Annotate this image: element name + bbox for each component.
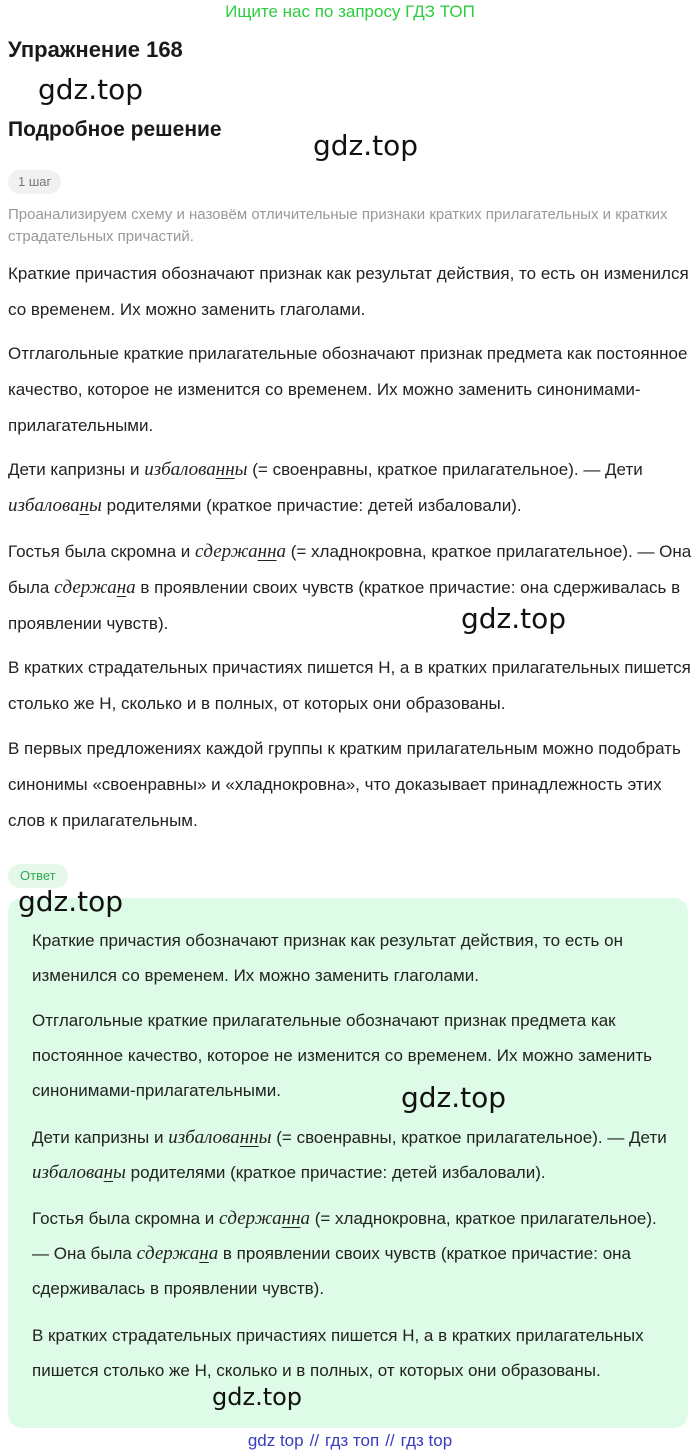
text: в проявлении своих чувств (краткое причастие: она сдерживалась в проявлении чувств).: [32, 1244, 631, 1298]
watermark: gdz.top: [212, 1383, 303, 1411]
word-part: а: [276, 541, 286, 562]
word-part: ы: [258, 1127, 272, 1148]
word-part: избалова: [168, 1127, 240, 1148]
answer-badge: Ответ: [8, 864, 68, 888]
example-word: [195, 541, 286, 562]
step-badge: 1 шаг: [8, 170, 61, 194]
footer-link[interactable]: гдз top: [400, 1431, 453, 1450]
watermark: gdz.top: [18, 885, 124, 918]
text: (= хладнокровна, краткое прилагательное). — Она была: [32, 1209, 657, 1263]
watermark: gdz.top: [313, 129, 419, 162]
word-part: а: [208, 1243, 219, 1264]
text: Гостья была скромна и: [32, 1209, 219, 1228]
word-part: сдержа: [136, 1243, 200, 1264]
text: родителями (краткое причастие: детей избаловали).: [101, 496, 522, 515]
word-part: ы: [234, 459, 248, 480]
word-part: избалова: [32, 1162, 104, 1183]
word-part: ы: [89, 495, 102, 516]
text: (= своенравны, краткое прилагательное). — Дети: [271, 1128, 667, 1147]
word-part: избалова: [8, 495, 80, 516]
example-word: [8, 495, 102, 516]
answer-example: [32, 1201, 672, 1306]
section-title: Подробное решение: [8, 118, 222, 141]
example-word: [219, 1208, 310, 1229]
solution-example: [8, 452, 692, 524]
answer-paragraph: Отглагольные краткие прилагательные обозначают признак предмета как постоянное качество, которое не изменится со временем. Их можно заменить синонимами-прилагательными.: [32, 1011, 652, 1100]
page-title: Упражнение 168: [8, 37, 183, 62]
word-part: н: [103, 1162, 114, 1183]
word-part: н: [199, 1243, 209, 1264]
footer-separator: //: [385, 1431, 395, 1450]
answer-paragraph: В кратких страдательных причастиях пишется Н, а в кратких прилагательных пишется столько же Н, сколько и в полных, от которых они образованы.: [32, 1326, 644, 1380]
text: Гостья была скромна и: [8, 542, 195, 561]
example-word: [168, 1127, 271, 1148]
footer-link[interactable]: gdz top: [247, 1431, 304, 1450]
example-word: [144, 459, 247, 480]
footer-separator: //: [309, 1431, 320, 1450]
example-word: [137, 1243, 219, 1264]
word-part: нн: [239, 1127, 259, 1148]
solution-paragraph: Отглагольные краткие прилагательные обозначают признак предмета как постоянное качество, которое не изменится со временем. Их можно заменить синонимами-прилагательными.: [8, 344, 688, 435]
watermark: gdz.top: [38, 73, 144, 106]
text: Дети капризны и: [8, 460, 145, 479]
word-part: ы: [113, 1162, 126, 1183]
solution-example: [8, 534, 692, 642]
watermark: gdz.top: [401, 1081, 507, 1114]
example-word: [54, 577, 136, 598]
word-part: сдержа: [218, 1208, 282, 1229]
text: (= хладнокровна, краткое прилагательное). — Она была: [8, 542, 692, 597]
word-part: н: [79, 495, 90, 516]
word-part: н: [116, 577, 127, 598]
word-part: сдержа: [194, 541, 258, 562]
word-part: нн: [281, 1208, 301, 1229]
text: в проявлении своих чувств (краткое причастие: она сдерживалась в проявлении чувств).: [8, 578, 681, 633]
text: родителями (краткое причастие: детей избаловали).: [125, 1163, 546, 1182]
answer-example: [32, 1120, 672, 1190]
solution-paragraph: Краткие причастия обозначают признак как результат действия, то есть он изменился со временем. Их можно заменить глаголами.: [8, 264, 689, 319]
word-part: нн: [215, 459, 235, 480]
step-note: Проанализируем схему и назовём отличительные признаки кратких прилагательных и кратких страдательных причастий.: [8, 206, 668, 245]
watermark: gdz.top: [461, 602, 567, 635]
footer-links: [0, 1430, 700, 1452]
search-banner: Ищите нас по запросу ГДЗ ТОП: [225, 2, 475, 21]
solution-paragraph: В первых предложениях каждой группы к кратким прилагательным можно подобрать синонимы «своенравны» и «хладнокровна», что доказывает принадлежность этих слов к прилагательным.: [8, 739, 681, 830]
footer-link[interactable]: гдз топ: [325, 1431, 380, 1450]
word-part: избалова: [144, 459, 216, 480]
word-part: нн: [257, 541, 277, 562]
solution-paragraph: В кратких страдательных причастиях пишется Н, а в кратких прилагательных пишется столько же Н, сколько и в полных, от которых они образованы.: [8, 658, 691, 713]
text: (= своенравны, краткое прилагательное). — Дети: [247, 460, 643, 479]
example-word: [32, 1162, 126, 1183]
answer-paragraph: Краткие причастия обозначают признак как результат действия, то есть он изменился со временем. Их можно заменить глаголами.: [32, 931, 623, 985]
word-part: а: [126, 577, 136, 598]
text: Дети капризны и: [32, 1128, 169, 1147]
word-part: а: [300, 1208, 310, 1229]
word-part: сдержа: [54, 577, 117, 598]
